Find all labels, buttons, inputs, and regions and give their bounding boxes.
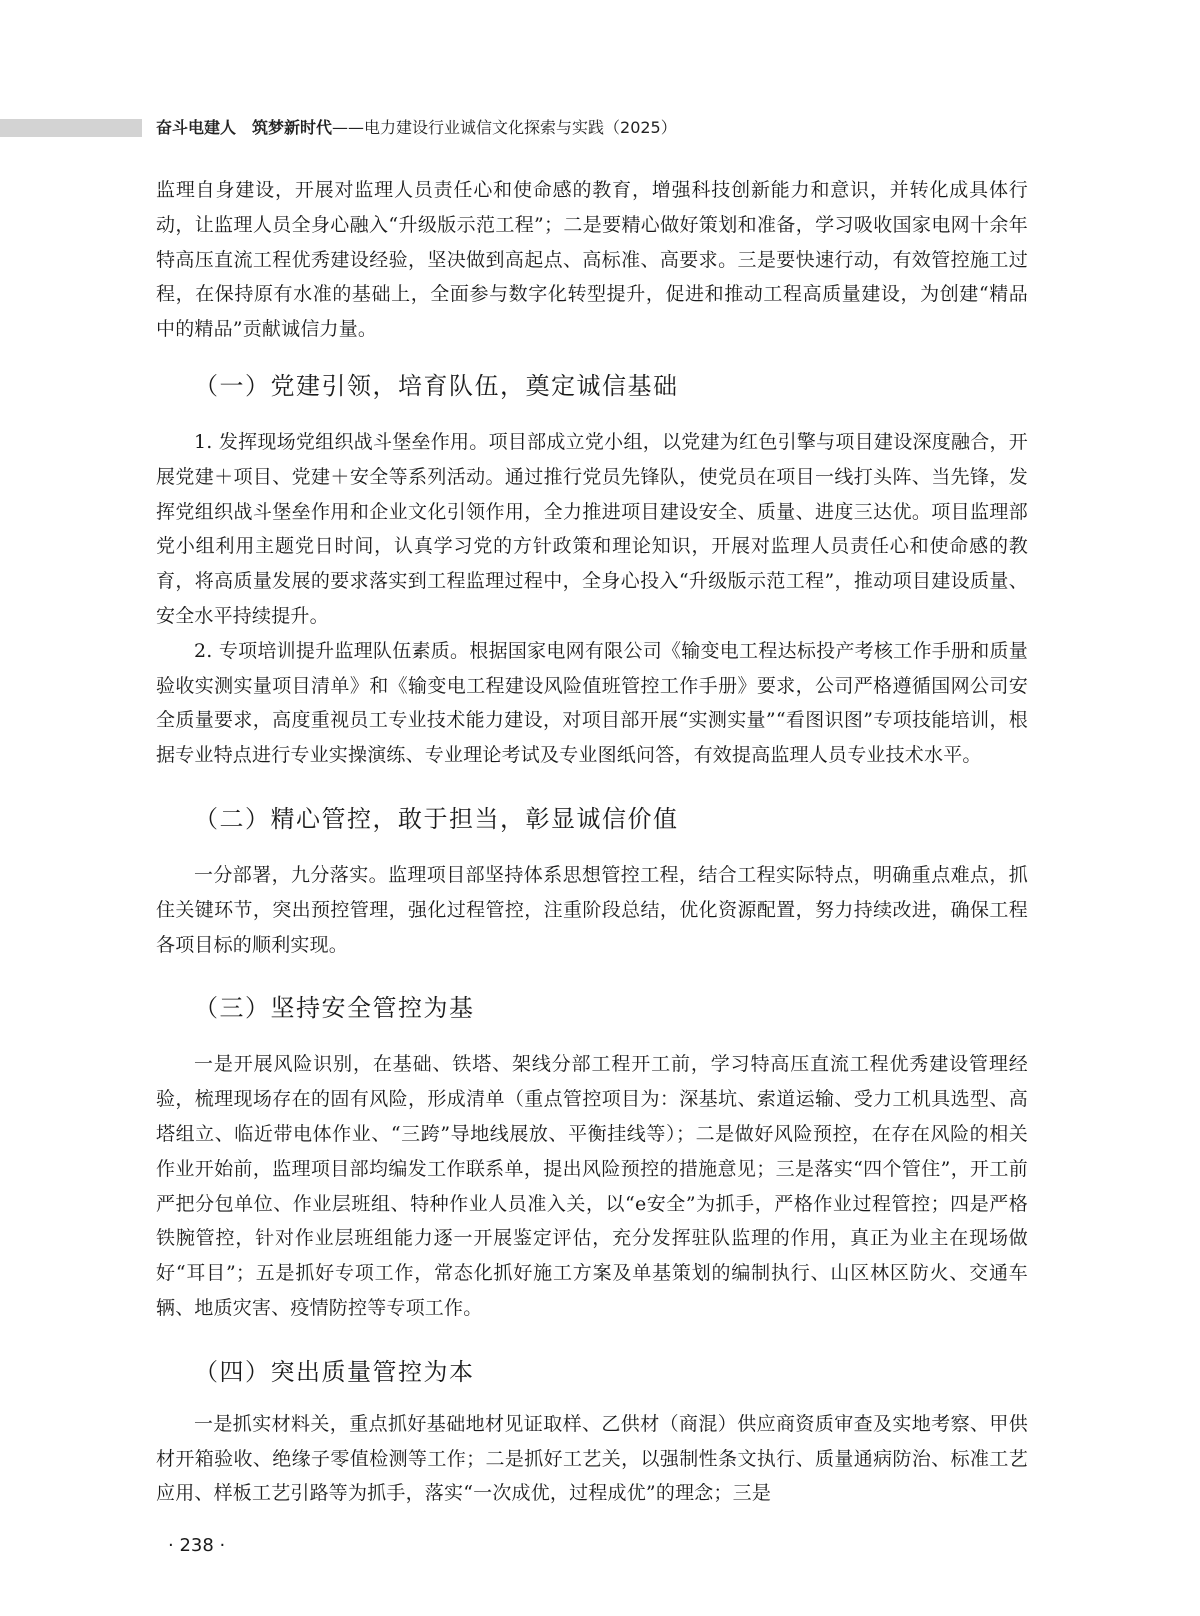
- section-2-paragraph-1: 一分部署，九分落实。监理项目部坚持体系思想管控工程，结合工程实际特点，明确重点难点，抓住关键环节，突出预控管理，强化过程管控，注重阶段总结，优化资源配置，努力持续改进，确保工程各项目标的顺利实现。: [156, 863, 1028, 956]
- book-title: 奋斗电建人 筑梦新时代: [156, 118, 333, 137]
- running-header: [156, 116, 677, 140]
- book-subtitle: ——电力建设行业诚信文化探索与实践（2025）: [332, 118, 677, 137]
- section-heading-1: （一）党建引领，培育队伍，奠定诚信基础: [194, 371, 679, 400]
- section-4-paragraph-1: 一是抓实材料关，重点抓好基础地材见证取样、乙供材（商混）供应商资质审查及实地考察、甲供材开箱验收、绝缘子零值检测等工作；二是抓好工艺关，以强制性条文执行、质量通病防治、标准工艺应用、样板工艺引路等为抓手，落实“一次成优，过程成优”的理念；三是: [156, 1412, 1028, 1505]
- section-1-paragraph-2: 2. 专项培训提升监理队伍素质。根据国家电网有限公司《输变电工程达标投产考核工作手册和质量验收实测实量项目清单》和《输变电工程建设风险值班管控工作手册》要求，公司严格遵循国网公司安全质量要求，高度重视员工专业技术能力建设，对项目部开展“实测实量”“看图识图”专项技能培训，根据专业特点进行专业实操演练、专业理论考试及专业图纸问答，有效提高监理人员专业技术水平。: [156, 639, 1028, 767]
- section-1-paragraph-1: 1. 发挥现场党组织战斗堡垒作用。项目部成立党小组，以党建为红色引擎与项目建设深度融合，开展党建＋项目、党建＋安全等系列活动。通过推行党员先锋队，使党员在项目一线打头阵、当先锋，发挥党组织战斗堡垒作用和企业文化引领作用，全力推进项目建设安全、质量、进度三达优。项目监理部党小组利用主题党日时间，认真学习党的方针政策和理论知识，开展对监理人员责任心和使命感的教育，将高质量发展的要求落实到工程监理过程中，全身心投入“升级版示范工程”，推动项目建设质量、安全水平持续提升。: [156, 430, 1028, 627]
- section-heading-4: （四）突出质量管控为本: [194, 1357, 475, 1386]
- header-band: [0, 119, 142, 137]
- page-number: · 238 ·: [168, 1535, 226, 1556]
- section-heading-2: （二）精心管控，敢于担当，彰显诚信价值: [194, 804, 679, 833]
- page-body: [156, 173, 1028, 1511]
- section-3-paragraph-1: 一是开展风险识别，在基础、铁塔、架线分部工程开工前，学习特高压直流工程优秀建设管理经验，梳理现场存在的固有风险，形成清单（重点管控项目为：深基坑、索道运输、受力工机具选型、高塔组立、临近带电体作业、“三跨”导地线展放、平衡挂线等）；二是做好风险预控，在存在风险的相关作业开始前，监理项目部均编发工作联系单，提出风险预控的措施意见；三是落实“四个管住”，开工前严把分包单位、作业层班组、特种作业人员准入关，以“e安全”为抓手，严格作业过程管控；四是严格铁腕管控，针对作业层班组能力逐一开展鉴定评估，充分发挥驻队监理的作用，真正为业主在现场做好“耳目”；五是抓好专项工作，常态化抓好施工方案及单基策划的编制执行、山区林区防火、交通车辆、地质灾害、疫情防控等专项工作。: [156, 1053, 1028, 1319]
- section-heading-3: （三）坚持安全管控为基: [194, 994, 475, 1023]
- intro-paragraph: 监理自身建设，开展对监理人员责任心和使命感的教育，增强科技创新能力和意识，并转化成具体行动，让监理人员全身心融入“升级版示范工程”；二是要精心做好策划和准备，学习吸收国家电网十余年特高压直流工程优秀建设经验，坚决做到高起点、高标准、高要求。三是要快速行动，有效管控施工过程，在保持原有水准的基础上，全面参与数字化转型提升，促进和推动工程高质量建设，为创建“精品中的精品”贡献诚信力量。: [156, 179, 1028, 341]
